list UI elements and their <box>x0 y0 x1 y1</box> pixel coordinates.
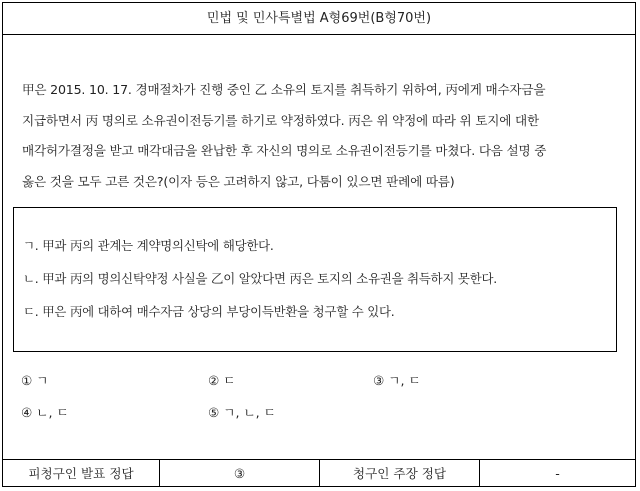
statements-box <box>13 207 617 352</box>
statement-b: ㄴ. 甲과 丙의 명의신탁약정 사실을 乙이 알았다면 丙은 토지의 소유권을 취득하지 못한다. <box>23 271 497 286</box>
question-line: 지급하면서 丙 명의로 소유권이전등기를 하기로 약정하였다. 丙은 위 약정에 따라 위 토지에 대한 <box>22 112 539 128</box>
question-text <box>22 75 622 197</box>
respondent-answer-value: ③ <box>160 460 320 487</box>
option-3[interactable]: ③ ㄱ, ㄷ <box>373 373 421 388</box>
question-line: 옳은 것을 모두 고른 것은?(이자 등은 고려하지 않고, 다툼이 있으면 판례에 따름) <box>22 173 455 189</box>
question-line: 甲은 2015. 10. 17. 경매절차가 진행 중인 乙 소유의 토지를 취득하기 위하여, 丙에게 매수자금을 <box>22 82 546 97</box>
page-title: 민법 및 민사특별법 A형69번(B형70번) <box>3 3 635 35</box>
document-frame <box>2 2 636 487</box>
respondent-answer-label: 피청구인 발표 정답 <box>3 460 160 487</box>
option-4[interactable]: ④ ㄴ, ㄷ <box>21 405 69 420</box>
claimant-answer-value: - <box>555 466 560 481</box>
statement-c: ㄷ. 甲은 丙에 대하여 매수자금 상당의 부당이득반환을 청구할 수 있다. <box>23 304 395 319</box>
option-2[interactable]: ② ㄷ <box>208 373 236 388</box>
question-line: 매각허가결정을 받고 매각대금을 완납한 후 자신의 명의로 소유권이전등기를 마쳤다. 다음 설명 중 <box>22 143 547 158</box>
option-5[interactable]: ⑤ ㄱ, ㄴ, ㄷ <box>208 405 276 420</box>
option-1[interactable]: ① ㄱ <box>21 373 49 388</box>
claimant-answer-label: 청구인 주장 정답 <box>320 460 480 487</box>
statement-a: ㄱ. 甲과 丙의 관계는 계약명의신탁에 해당한다. <box>23 238 274 253</box>
answer-footer <box>3 459 635 488</box>
